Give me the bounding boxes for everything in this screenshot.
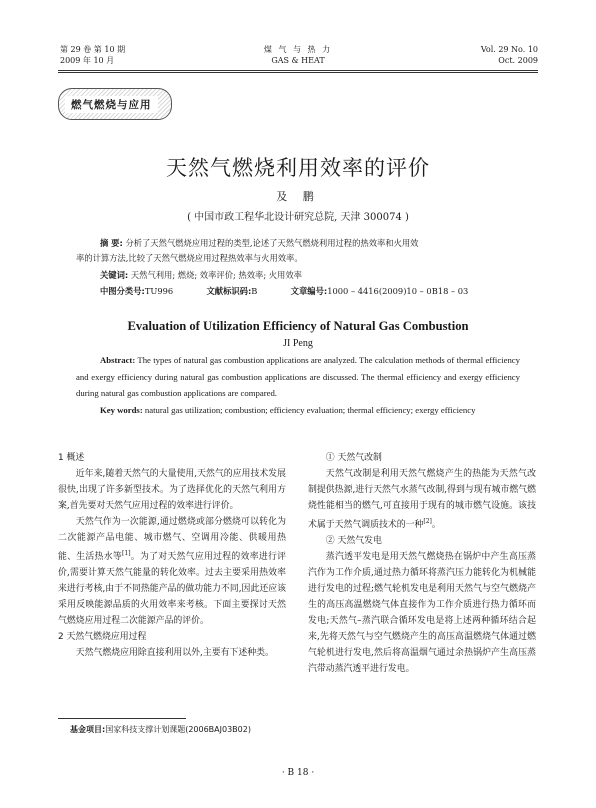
journal-volume-info-en [481, 44, 538, 66]
right-column [308, 450, 536, 677]
section-label: 燃气燃烧与应用 [65, 96, 158, 113]
abstract-cn-label: 摘 要: [100, 238, 123, 248]
footnote-rule [58, 718, 186, 719]
paragraph-energy-a: 天然气作为一次能源,通过燃烧或部分燃烧可以转化为二次能源产品电能、城市燃气、空调用冷能、供暖用热能、生活热水等 [58, 517, 286, 562]
volume-issue-en: Vol. 29 No. 10 [480, 45, 538, 54]
english-abstract [76, 352, 520, 418]
keywords-cn-label: 关键词: [100, 270, 129, 280]
header-rule [58, 70, 538, 71]
section-heading-1: 1 概述 [58, 453, 85, 463]
keywords-cn-text: 天然气利用; 燃烧; 效率评价; 热效率; 火用效率 [130, 270, 302, 280]
citation-2: [2] [423, 518, 432, 525]
english-author: JI Peng [283, 338, 313, 349]
article-id-value: 1000 – 4416(2009)10 – 0B18 – 03 [327, 286, 469, 296]
clc-label: 中图分类号: [100, 286, 145, 296]
article-id-label: 文章编号: [290, 286, 328, 296]
english-abstract-label: Abstract: [100, 355, 136, 365]
citation-1: [1] [122, 550, 131, 557]
abstract-cn [76, 236, 520, 266]
doc-code-label: 文献标识码: [206, 286, 252, 296]
classification-row [100, 284, 468, 299]
page-number: · B 18 · [281, 768, 315, 778]
english-abstract-text: The types of natural gas combustion applications are analyzed. The calculation methods of thermal efficiency and exergy efficiency during natural gas combustion applications are discussed. The thermal efficiency and exergy efficiency during natural gas combustion applications are compared. [76, 355, 521, 398]
doc-code-value: B [251, 286, 258, 296]
paragraph-reforming [308, 466, 536, 533]
abstract-cn-line1: 分析了天然气燃烧应用过程的类型,论述了天然气燃烧利用过程的热效率和火用效 [125, 238, 419, 248]
left-column [58, 450, 286, 661]
issue-date: 2009 年 10 月 [60, 56, 115, 65]
funding-label: 基金项目: [70, 725, 106, 734]
paragraph-intro: 近年来,随着天然气的大量使用,天然气的应用技术发展很快,出现了许多新型技术。为了选择优化的天然气利用方案,首先要对天然气应用过程的效率进行评价。 [58, 469, 286, 511]
issue-date-en: Oct. 2009 [498, 56, 538, 65]
affiliation: ( 中国市政工程华北设计研究总院, 天津 300074 ) [187, 212, 409, 223]
paragraph-energy [58, 514, 286, 629]
header-rule-thin [58, 72, 538, 73]
english-title: Evaluation of Utilization Efficiency of Natural Gas Combustion [127, 319, 469, 333]
paragraph-energy-b: 。为了对天然气应用过程的效率进行评价,需要计算天然气能量的转化效率。过去主要采用热效率来进行考核,由于不同热能产品的做功能力不同,因此还应该采用反映能源品质的火用效率来考核。下面主要探讨天然气燃烧应用过程二次能源产品的评价。 [58, 551, 287, 626]
funding-text: 国家科技支撑计划课题(2006BAJ03B02) [105, 725, 251, 734]
keywords-cn [100, 268, 302, 283]
paragraph-reforming-a: 天然气改制是利用天然气燃烧产生的热能为天然气改制提供热源,进行天然气水蒸气改制,得到与现有城市燃气燃烧性能相当的燃气,可直接用于现有的城市燃气设施。该技术属于天然气调质技术的一种 [308, 469, 536, 530]
journal-name-cn: 煤 气 与 热 力 [263, 45, 333, 54]
subheading-power: ② 天然气发电 [325, 535, 382, 546]
clc-value: TU996 [144, 286, 174, 296]
subheading-reforming: ① 天然气改制 [325, 453, 382, 463]
english-keywords-label: Key words: [100, 404, 143, 415]
paragraph-types: 天然气燃烧应用除直接利用以外,主要有下述种类。 [75, 647, 274, 658]
english-keywords-text: natural gas utilization; combustion; efficiency evaluation; thermal efficiency; exergy efficiency [144, 404, 476, 415]
paragraph-reforming-b: 。 [431, 519, 441, 530]
volume-issue: 第 29 卷 第 10 期 [60, 45, 126, 54]
journal-name-en: GAS & HEAT [271, 56, 325, 65]
section-badge [58, 88, 172, 120]
author: 及 鹏 [276, 190, 320, 203]
article-title: 天然气燃烧利用效率的评价 [166, 156, 430, 180]
funding-note [70, 724, 251, 735]
abstract-cn-line2: 率的计算方法,比较了天然气燃烧应用过程热效率与火用效率。 [76, 253, 303, 263]
paragraph-power: 蒸汽透平发电是用天然气燃烧热在锅炉中产生高压蒸汽作为工作介质,通过热力循环将蒸汽压力能转化为机械能进行发电的过程;燃气轮机发电是利用天然气与空气燃烧产生的高压高温燃烧气体直接作为工作介质进行热力循环而发电;天然气–蒸汽联合循环发电是将上述两种循环结合起来,先将天然气与空气燃烧产生的高压高温燃烧气体通过燃气轮机进行发电,然后将高温烟气通过余热锅炉产生高压蒸汽带动蒸汽透平进行发电。 [308, 551, 536, 674]
section-heading-2: 2 天然气燃烧应用过程 [58, 631, 147, 642]
